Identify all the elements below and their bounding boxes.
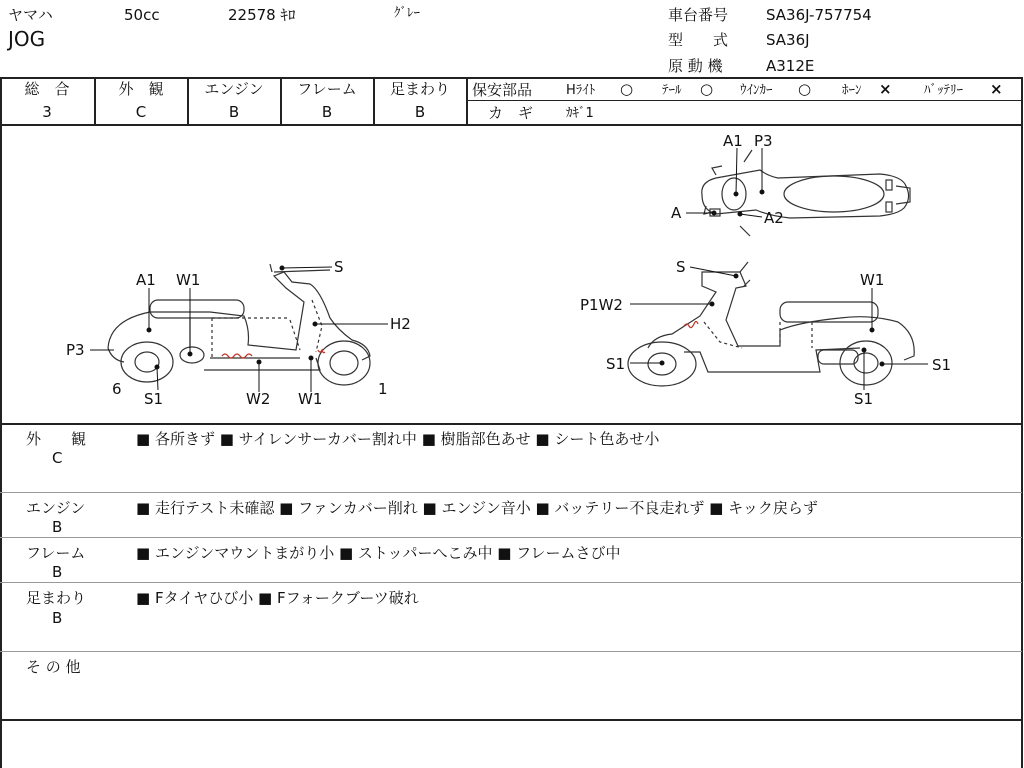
type-label: 型 式: [668, 31, 729, 49]
divider: [0, 423, 1022, 425]
label-1-left: 1: [378, 380, 388, 398]
remark-exterior-items: ■ 各所きず ■ サイレンサーカバー割れ中 ■ 樹脂部色あせ ■ シート色あせ小: [136, 430, 660, 448]
engine-grade: B: [228, 103, 240, 121]
label-w1b-left: W1: [298, 390, 323, 408]
exterior-label: 外 観: [118, 80, 164, 98]
overall-grade: 3: [42, 103, 52, 121]
remark-suspension-items: ■ Fタイヤひび小 ■ Fフォークブーツ破れ: [136, 589, 419, 607]
winker-mark: ○: [798, 80, 812, 98]
frame-grade: B: [321, 103, 333, 121]
divider: [0, 492, 1022, 493]
engine-no-label: 原 動 機: [668, 57, 723, 75]
overall-label: 総 合: [24, 80, 70, 98]
remark-frame-grade: B: [52, 563, 63, 581]
horn-label: ﾎｰﾝ: [842, 83, 862, 98]
suspension-grade-label: 足まわり: [389, 80, 450, 98]
headlight-mark: ○: [620, 80, 634, 98]
frame-no-label: 車台番号: [668, 6, 729, 24]
label-6-left: 6: [112, 380, 122, 398]
horn-mark: ×: [879, 80, 892, 98]
color: ｸﾞﾚｰ: [394, 6, 420, 21]
remark-frame-items: ■ エンジンマウントまがり小 ■ ストッパーへこみ中 ■ フレームさび中: [136, 544, 621, 562]
exterior-grade: C: [135, 103, 147, 121]
safety-label: 保安部品: [472, 81, 533, 99]
label-p3-left: P3: [66, 341, 85, 359]
headlight-label: Hﾗｲﾄ: [566, 83, 596, 98]
remark-engine-items: ■ 走行テスト未確認 ■ ファンカバー削れ ■ エンジン音小 ■ バッテリー不良走れず ■ キック戻らず: [136, 499, 818, 517]
key-label: カ ギ: [488, 104, 534, 122]
displacement: 50cc: [124, 6, 160, 24]
divider: [468, 100, 1022, 101]
model-name: JOG: [8, 27, 46, 51]
label-s1-left: S1: [144, 390, 164, 408]
engine-grade-label: エンジン: [204, 80, 264, 98]
top-view-scooter: [702, 150, 910, 236]
winker-label: ｳｲﾝｶｰ: [740, 83, 773, 98]
frame-no: SA36J-757754: [766, 6, 872, 24]
label-s1b-right: S1: [932, 356, 952, 374]
mileage: 22578 ｷﾛ: [228, 6, 296, 24]
engine-no: A312E: [766, 57, 815, 75]
label-s-right: S: [676, 258, 686, 276]
battery-mark: ×: [990, 80, 1003, 98]
label-s1c-right: S1: [854, 390, 874, 408]
taillight-label: ﾃｰﾙ: [662, 83, 682, 98]
label-p1w2-right: P1W2: [580, 296, 623, 314]
remark-exterior-grade: C: [52, 449, 63, 467]
remark-suspension-label: 足まわり: [26, 589, 87, 607]
remark-other-label: そ の 他: [26, 658, 81, 676]
label-a1-left: A1: [136, 271, 156, 289]
label-a2-top: A2: [764, 209, 784, 227]
remark-engine-label: エンジン: [26, 499, 86, 517]
remark-exterior-label: 外 観: [26, 430, 87, 448]
divider: [0, 719, 1022, 721]
taillight-mark: ○: [700, 80, 714, 98]
divider: [0, 77, 1022, 79]
divider: [0, 537, 1022, 538]
label-w1-left: W1: [176, 271, 201, 289]
key-value: ｶｷﾞ1: [566, 106, 594, 121]
label-s1a-right: S1: [606, 355, 626, 373]
label-s-left: S: [334, 258, 344, 276]
suspension-grade: B: [414, 103, 426, 121]
divider: [0, 651, 1022, 652]
label-h2-left: H2: [390, 315, 411, 333]
remark-suspension-grade: B: [52, 609, 63, 627]
type-value: SA36J: [766, 31, 810, 49]
maker: ヤマハ: [8, 6, 53, 24]
label-a1-top: A1: [723, 132, 743, 150]
label-a-top: A: [671, 204, 682, 222]
divider: [0, 582, 1022, 583]
label-w2-left: W2: [246, 390, 271, 408]
frame-grade-label: フレーム: [297, 80, 357, 98]
divider: [466, 77, 468, 125]
label-w1-right: W1: [860, 271, 885, 289]
battery-label: ﾊﾞｯﾃﾘｰ: [924, 83, 963, 98]
remark-engine-grade: B: [52, 518, 63, 536]
remark-frame-label: フレーム: [26, 544, 86, 562]
label-p3-top: P3: [754, 132, 773, 150]
